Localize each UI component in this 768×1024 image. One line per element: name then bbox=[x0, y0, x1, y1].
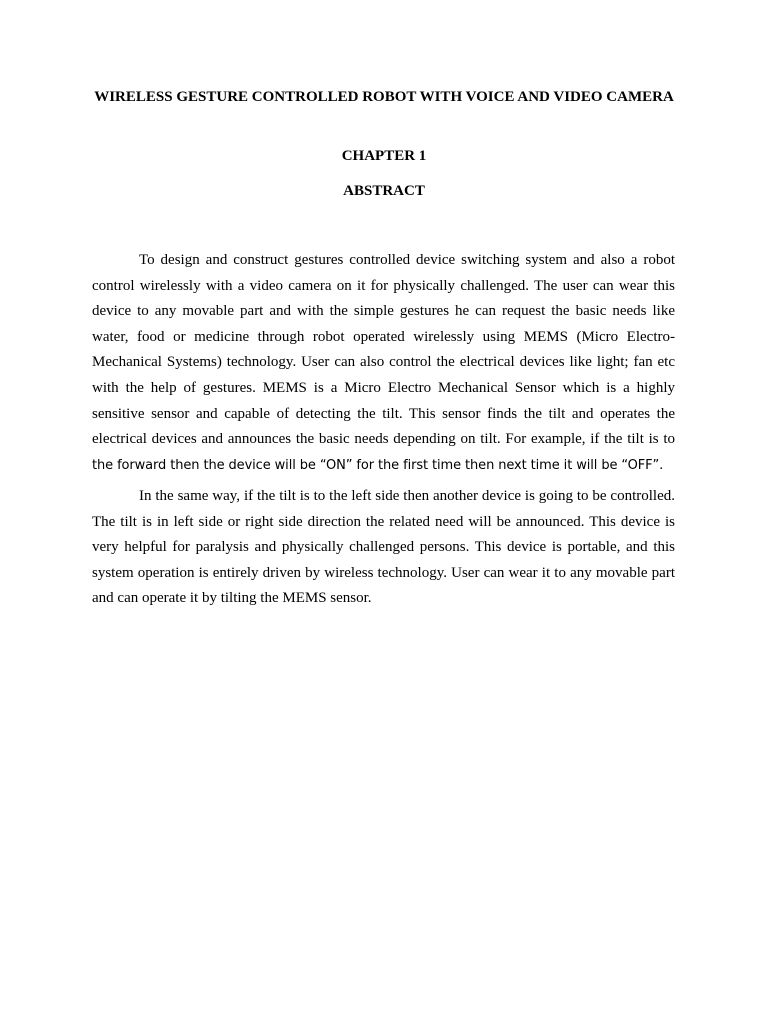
paragraph-1-text: To design and construct gestures controlled device switching system and also a robot control wirelessly with a video camera on it for physically challenged. The user can wear this device to any movable part and with the simple gestures he can request the basic needs like water, food or medicine through robot operated wirelessly using MEMS (Micro Electro-Mechanical Systems) technology. User can also control the electrical devices like light; fan etc with the help of gestures. MEMS is a Micro Electro Mechanical Sensor which is a highly sensitive sensor and capable of detecting the tilt. This sensor finds the tilt and operates the electrical devices and announces the basic needs depending on tilt. For example, if the tilt is to bbox=[92, 252, 675, 448]
paragraph-1-tail: the forward then the device will be “ON” for the first time then next time it will be “OFF”. bbox=[92, 457, 664, 473]
abstract-paragraph-1 bbox=[92, 248, 675, 478]
abstract-paragraph-2: In the same way, if the tilt is to the left side then another device is going to be controlled. The tilt is in left side or right side direction the related need will be announced. This device is very helpful for paralysis and physically challenged persons. This device is portable, and this system operation is entirely driven by wireless technology. User can wear it to any movable part and can operate it by tilting the MEMS sensor. bbox=[92, 488, 675, 607]
document-title: WIRELESS GESTURE CONTROLLED ROBOT WITH VOICE AND VIDEO CAMERA bbox=[94, 89, 674, 105]
section-heading: ABSTRACT bbox=[343, 183, 425, 199]
chapter-heading: CHAPTER 1 bbox=[341, 148, 427, 164]
